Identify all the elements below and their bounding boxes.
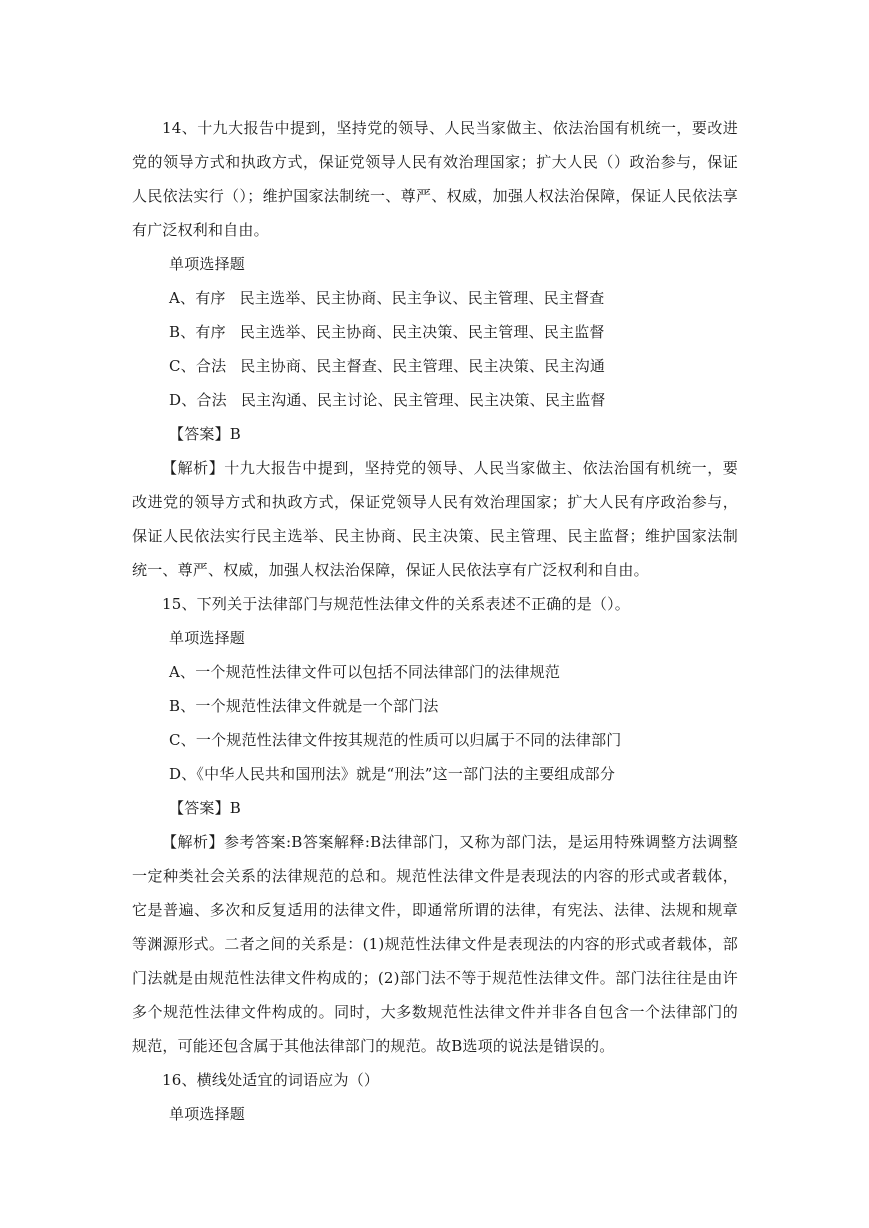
question-15-option-a: A、一个规范性法律文件可以包括不同法律部门的法律规范: [169, 663, 561, 681]
option-text: 民主选举、民主协商、民主决策、民主管理、民主监督: [239, 323, 605, 341]
option-letter: A、有序: [169, 289, 226, 307]
question-15-answer: 【答案】B: [169, 799, 242, 817]
question-15-option-d: D、《中华人民共和国刑法》就是“刑法”这一部门法的主要组成部分: [169, 765, 616, 783]
question-16-stem: 16、横线处适宜的词语应为（）: [162, 1071, 380, 1089]
option-letter: D、合法: [169, 391, 227, 409]
question-14-analysis: 【解析】十九大报告中提到，坚持党的领导、人民当家做主、依法治国有机统一，要改进党的领导方式和执政方式，保证党领导人民有效治理国家；扩大人民有序政治参与，保证人民依法实行民主选举、民主协商、民主决策、民主管理、民主监督；维护国家法制统一、尊严、权威，加强人权法治保障，保证人民依法享有广泛权利和自由。: [132, 459, 738, 579]
option-text: 民主协商、民主督查、民主管理、民主决策、民主沟通: [240, 357, 606, 375]
question-15-analysis: 【解析】参考答案:B答案解释:B法律部门，又称为部门法，是运用特殊调整方法调整一定种类社会关系的法律规范的总和。规范性法律文件是表现法的内容的形式或者载体，它是普遍、多次和反复适用的法律文件，即通常所谓的法律，有宪法、法律、法规和规章等渊源形式。二者之间的关系是：(1)规范性法律文件是表现法的内容的形式或者载体，部门法就是由规范性法律文件构成的；(2)部门法不等于规范性法律文件。部门法往往是由许多个规范性法律文件构成的。同时，大多数规范性法律文件并非各自包含一个法律部门的规范，可能还包含属于其他法律部门的规范。故B选项的说法是错误的。: [132, 833, 738, 1055]
option-letter: B、有序: [169, 323, 226, 341]
document-body: [132, 111, 738, 1131]
option-text: 民主沟通、民主讨论、民主管理、民主决策、民主监督: [240, 391, 606, 409]
option-letter: C、合法: [169, 357, 227, 375]
question-14-stem: 14、十九大报告中提到，坚持党的领导、人民当家做主、依法治国有机统一，要改进党的领导方式和执政方式，保证党领导人民有效治理国家；扩大人民（）政治参与，保证人民依法实行（）；维护国家法制统一、尊严、权威，加强人权法治保障，保证人民依法享有广泛权利和自由。: [132, 119, 738, 239]
question-14-answer: 【答案】B: [169, 425, 242, 443]
question-15-option-b: B、一个规范性法律文件就是一个部门法: [169, 697, 439, 715]
option-text: 民主选举、民主协商、民主争议、民主管理、民主督查: [239, 289, 605, 307]
question-14-option-c: [132, 349, 738, 383]
question-15-type: 单项选择题: [169, 629, 246, 647]
question-15-stem: 15、下列关于法律部门与规范性法律文件的关系表述不正确的是（）。: [162, 595, 630, 613]
question-14-option-d: [132, 383, 738, 417]
question-14-option-a: [132, 281, 738, 315]
question-15-option-c: C、一个规范性法律文件按其规范的性质可以归属于不同的法律部门: [169, 731, 622, 749]
question-14-type: 单项选择题: [169, 255, 246, 273]
question-14-option-b: [132, 315, 738, 349]
question-16-type: 单项选择题: [169, 1105, 246, 1123]
